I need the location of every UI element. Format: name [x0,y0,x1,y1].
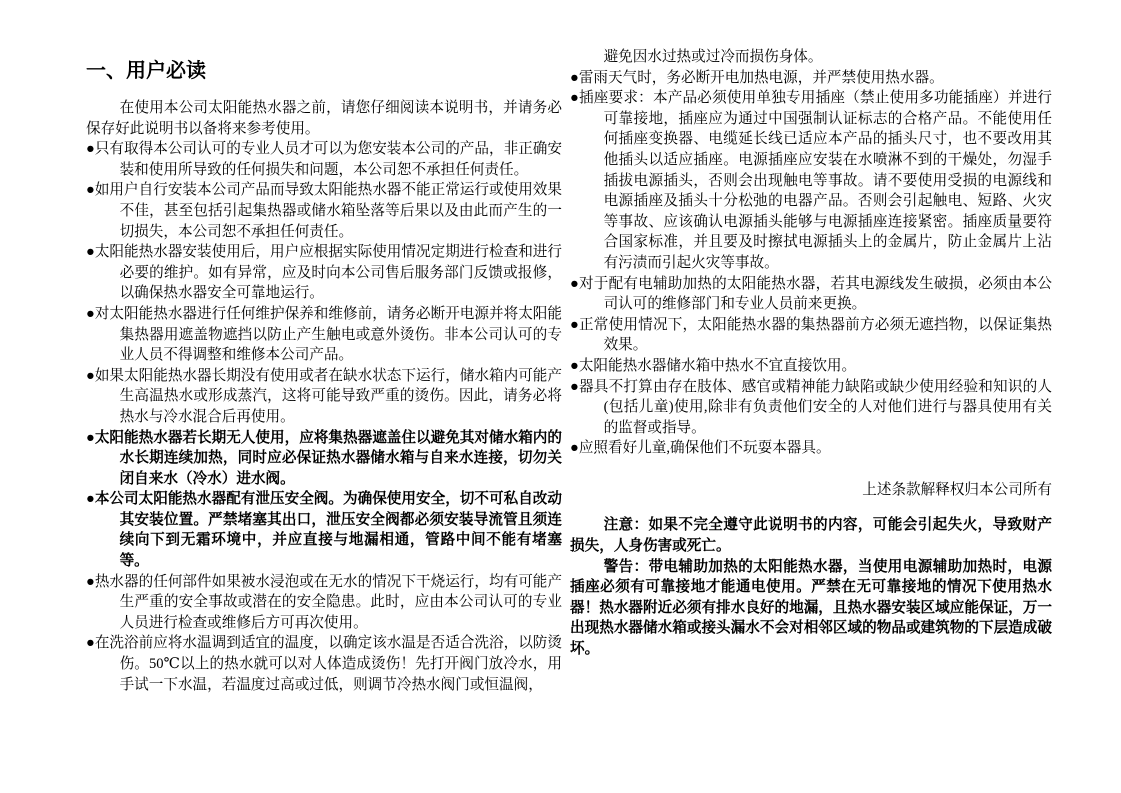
bullet-item: ●如果太阳能热水器长期没有使用或者在缺水状态下运行，储水箱内可能产生高温热水或形成蒸汽，这将可能导致严重的烫伤。因此，请务必将热水与冷水混合后再使用。 [86,367,562,425]
right-bullet-list [570,68,1052,459]
intro-paragraph: 在使用本公司太阳能热水器之前，请您仔细阅读本说明书，并请务必保存好此说明书以备将来参考使用。 [86,100,562,137]
bullet-item: ●太阳能热水器若长期无人使用，应将集热器遮盖住以避免其对储水箱内的水长期连续加热，同时应必保证热水器储水箱与自来水连接，切勿关闭自来水（冷水）进水阀。 [86,429,562,487]
bullet-item: ●对太阳能热水器进行任何维护保养和维修前，请务必断开电源并将太阳能集热器用遮盖物遮挡以防止产生触电或意外烫伤。非本公司认可的专业人员不得调整和维修本公司产品。 [86,305,562,364]
bullet-item: ●热水器的任何部件如果被水浸泡或在无水的情况下干烧运行，均有可能产生严重的安全事故或潜在的安全隐患。此时，应由本公司认可的专业人员进行检查或维修后方可再次使用。 [86,573,562,631]
rights-note: 上述条款解释权归本公司所有 [862,481,1052,498]
continuation-line: 避免因水过热或过冷而损伤身体。 [603,49,823,65]
bullet-item: ●对于配有电辅助加热的太阳能热水器，若其电源线发生破损，必须由本公司认可的维修部门和专业人员前来更换。 [570,275,1052,313]
bullet-item: ●应照看好儿童,确保他们不玩耍本器具。 [570,440,831,457]
bullet-item: ●在洗浴前应将水温调到适宜的温度，以确定该水温是否适合洗浴，以防烫伤。50℃以上的热水就可以对人体造成烫伤！先打开阀门放冷水，用手试一下水温，若温度过高或过低，则调节冷热水阀门或恒温阀， [86,635,562,693]
section-title: 一、用户必读 [86,60,206,82]
bullet-item: ●器具不打算由存在肢体、感官或精神能力缺陷或缺少使用经验和知识的人(包括儿童)使用,除非有负责他们安全的人对他们进行与器具使用有关的监督或指导。 [570,378,1052,436]
bullet-item: ●插座要求：本产品必须使用单独专用插座（禁止使用多功能插座）并进行可靠接地，插座应为通过中国强制认证标志的合格产品。不能使用任何插座变换器、电缆延长线已适应本产品的插头尺寸，也不要改用其他插头以适应插座。电源插座应安装在水喷淋不到的干燥处，勿湿手插拔电源插头，否则会出现触电等事故。请不要使用受损的电源线和电源插座及插头十分松弛的电器产品。否则会引起触电、短路、火灾等事故、应该确认电源插头能够与电源插座连接紧密。插座质量要符合国家标准，并且要及时擦拭电源插头上的金属片，防止金属片上沾有污渍而引起火灾等事故。 [570,90,1052,271]
left-bullet-list [86,139,562,695]
bullet-item: ●太阳能热水器安装使用后，用户应根据实际使用情况定期进行检查和进行必要的维护。如有异常，应及时向本公司售后服务部门反馈或报修，以确保热水器安全可靠地运行。 [86,244,562,302]
bullet-item: ●雷雨天气时，务必断开电加热电源，并严禁使用热水器。 [570,69,944,86]
bullet-item: ●如用户自行安装本公司产品而导致太阳能热水器不能正常运行或使用效果不佳，甚至包括引起集热器或储水箱坠落等后果以及由此而产生的一切损失，本公司恕不承担任何责任。 [86,182,562,240]
bullet-item: ●只有取得本公司认可的专业人员才可以为您安装本公司的产品，非正确安装和使用所导致的任何损失和问题，本公司恕不承担任何责任。 [86,141,562,178]
right-column [570,47,1052,660]
notice-paragraph: 注意：如果不完全遵守此说明书的内容，可能会引起失火，导致财产损失，人身伤害或死亡。 [570,517,1052,555]
bullet-item: ●太阳能热水器储水箱中热水不宜直接饮用。 [570,357,857,374]
bullet-item: ●本公司太阳能热水器配有泄压安全阀。为确保使用安全，切不可私自改动其安装位置。严禁堵塞其出口，泄压安全阀都必须安装导流管且须连续向下到无霜环境中，并应直接与地漏相通，管路中间不能有堵塞等。 [86,491,562,570]
left-column [86,52,562,695]
bullet-item: ●正常使用情况下，太阳能热水器的集热器前方必须无遮挡物，以保证集热效果。 [570,316,1052,354]
warning-paragraph: 警告：带电辅助加热的太阳能热水器，当使用电源辅助加热时，电源插座必须有可靠接地才能通电使用。严禁在无可靠接地的情况下使用热水器！热水器附近必须有排水良好的地漏，且热水器安装区域应能保证，万一出现热水器储水箱或接头漏水不会对相邻区域的物品或建筑物的下层造成破坏。 [570,558,1052,658]
